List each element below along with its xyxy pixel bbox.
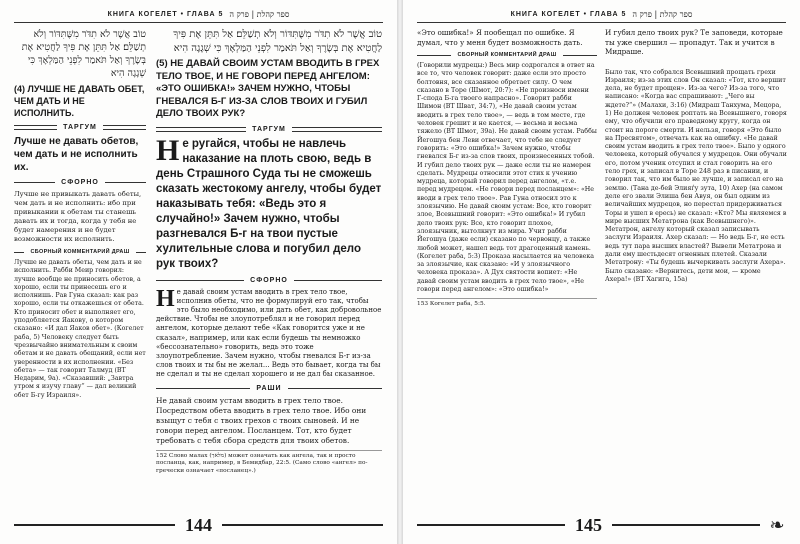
folio-rule — [14, 524, 175, 526]
sforno-4: Лучше не привыкать давать обеты, чем дать и не исполнить: ибо при привыкании к обетам ты станешь давать их и тогда, когда у тебя не будет намерения и не будет возможности их исполнить. — [14, 190, 142, 243]
page-ornament-icon: ❧ — [769, 514, 785, 536]
header-hebrew: ספר קהלת | פרק ה — [229, 9, 290, 19]
header-rule — [417, 22, 786, 23]
header-rule — [14, 22, 383, 23]
section-drash: СБОРНЫЙ КОММЕНТАРИЙ ДРАШ — [14, 249, 146, 255]
footnote-152: 152 Слово малах (מלאך) может означать как ангела, так и просто посланца, как, например, в Бемидбар, 22:5. (Само слово «ангел» по-гречески означает «посланец».) — [156, 450, 382, 476]
left-column — [14, 28, 146, 502]
drash-col-1: (Говорили мудрецы:) Весь мир содрогался в ответ на все то, что человек говорит: даже если это просто болтовня, все сказанное обретает силу. О чем сказано в Торе (Шмот, 20:7): «Не произноси имени Г-спода Б-га твоего напрасно». Говорит рабби Шимон (ВТ Шват, 34:7), «Не давай своим устам вводить в грех тело твое», — ведь в том месте, где человек грешит и не кается, — весьма и весьма тяжело (ВТ Шмот, 39а). Не давай своим устам. Раббы Йегошуа бен Леви отвечает, что тебе не следует говорить: «Это ошибка!» Зачем нужно, чтобы гневался Б-г из-за слов твоих, произнесенных тобой. И губил дело твоих рук — даже если ты не намерен сделать. Мудрецы относили этот стих к учению мудреца, который говорил перед ангелом, «т.е. перед мудрецом. «Не говори перед посланцем»: «Не вводи в грех тело твое». Рав Гуна относил это к злоязычию. Не давай своим устам: Все, кто говорит злое, Всевышний говорит: «Это ошибка!» И губил дело твоих рук: Все, кто говорит плохое, злоязычник, вытолкнут из мира. Учит рабби Йегошуа (даже если) сказано по червонцу, а также любой может, нашел ведь тот драгоценный камень. (Когелет раба, 5:3) Проказа насылается на человека за злоязычие, как сказано: «И у злоязычного человека проказа». А Дух святости вопиет: «Не давай своим устам вводить в грех тело твое», «Не говори перед ангелом»: «Это ошибка!» — [417, 62, 597, 294]
section-rashi: РАШИ — [156, 385, 382, 392]
folio-rule — [222, 524, 383, 526]
hebrew-verse-5: טוֹב אֲשֶׁר לֹא תִדֹּר מִשֶּׁתִּדּוֹר וְלֹא תְשַׁלֵּם׃ אַל תִּתֵּן אֶת פִּיךָ לַחֲטִיא אֶת בְּשָׂרֶךָ וְאַל תֹּאמַר לִפְנֵי הַמַּלְאָךְ כִּי שְׁגָגָה הִיא — [173, 29, 382, 54]
targum-4: Лучше не давать обетов, чем дать и не исполнить их. — [14, 136, 139, 173]
right-page-column-1 — [417, 28, 597, 502]
page-number: 144 — [185, 514, 212, 535]
section-sforno-5: СФОРНО — [156, 277, 382, 284]
left-page — [0, 0, 397, 544]
running-header — [14, 7, 383, 21]
right-page — [403, 0, 800, 544]
running-header — [417, 7, 786, 21]
footnote-153: 153 Когелет раба, 5:5. — [417, 298, 597, 309]
header-title: КНИГА КОГЕЛЕТ • ГЛАВА 5 — [510, 10, 627, 18]
verse-continuation: «Это ошибка!» Я пообещал по ошибке. Я думал, что у меня будет возможность дать. — [417, 28, 583, 47]
right-column — [156, 28, 382, 502]
section-targum: ТАРГУМ — [14, 124, 146, 131]
folio-rule — [612, 524, 760, 526]
sforno-5: Не давай своим устам вводить в грех тело твое, исполнив обеты, что не формулируй его так, чтобы это было необходимо, или дать обет, как добровольное действие. Чтобы не злоупотреблял и не говорил перед ангелом, которые делают тебе «Как говорится уже и не сказал», например, или как если будешь ты немножко «бессознательно» говорить, ведь это тоже злоупотребление. Зачем нужно, чтобы гневался Б-г из-за слов твоих и ты бы не желал... Ведь это бывает, когда ты бы не сделал и ты не сделал хорошего и не дал бы сказанное. — [156, 285, 382, 379]
right-page-column-2 — [605, 28, 787, 502]
drash-4: Лучше не давать обеты, чем дать и не исполнить. Рабби Меир говорил: лучше вообще не приносить обетов, а хорошо, если ты принесешь его и исполнишь. Рав Гуна сказал: как раз хорошо, если ты откажешься от обета. Кто приносит обет и выполняет его, уподобляется Яакову, о котором сказано: «И дал Яаков обет». (Когелет раба, 5) Человеку следует быть чрезвычайно внимательным к своим обетам и не давать обещаний, если нет уверенности в их исполнении. «Без обета» — так говорит Талмуд (ВТ Недарим, 9а). «Сказавший: „Завтра утром я изучу главу“ — дал великий обет Б-гу Израиля». — [14, 259, 146, 399]
folio-left — [14, 514, 383, 536]
rashi-5: Не давай своим устам вводить в грех тело твое. Посредством обета вводить в грех тело твое. Ибо они взыщут с тебя с твоих грехов с твоих сыновей. И не говори перед ангелом. Посланцем. Тот, кто будет требовать с тебя сбора средств для твоих обетов. — [156, 395, 367, 445]
folio-rule — [417, 524, 565, 526]
header-hebrew: ספר קהלת | פרק ה — [632, 9, 693, 19]
hebrew-verse-4: טוֹב אֲשֶׁר לֹא תִדֹּר מִשֶּׁתִּדּוֹר וְלֹא תְשַׁלֵּם׃ אַל תִּתֵּן אֶת פִּיךָ לַחֲטִיא אֶת בְּשָׂרֶךָ וְאַל תֹּאמַר לִפְנֵי הַמַּלְאָךְ כִּי שְׁגָגָה הִיא — [21, 29, 146, 79]
targum-5: Не ругайся, чтобы не навлечь наказание на плоть свою, ведь в день Страшного Суда ты не сможешь сказать жестокому ангелу, чтобы будет наказывать тебя: «Ведь это я случайно!» Зачем нужно, чтобы разгневался Б-г на твои пустые хулительные слова и погубил дело рук твоих? — [156, 133, 382, 270]
section-drash: СБОРНЫЙ КОММЕНТАРИЙ ДРАШ — [417, 52, 597, 58]
verse-4: (4) ЛУЧШЕ НЕ ДАВАТЬ ОБЕТ, ЧЕМ ДАТЬ И НЕ ИСПОЛНИТЬ. — [14, 84, 145, 118]
section-targum-5: ТАРГУМ — [156, 126, 382, 133]
verse-5: (5) НЕ ДАВАЙ СВОИМ УСТАМ ВВОДИТЬ В ГРЕХ ТЕЛО ТВОЕ, И НЕ ГОВОРИ ПЕРЕД АНГЕЛОМ: «ЭТО ОШИБКА!» ЗАЧЕМ НУЖНО, ЧТОБЫ ГНЕВАЛСЯ Б-Г ИЗ-ЗА СЛОВ ТВОИХ И ГУБИЛ ДЕЛО ТВОИХ РУК? — [156, 58, 380, 119]
folio-right — [417, 514, 760, 536]
drash-col-2: Было так, что собрался Всевышний прощать грехи Израиля; из-за этих слов Он сказал: «Тот, кто вершит дела, не будет прощен». Из-за чего? Из-за того, что написано: «Когда вас спрашивают: „Чего вы ждете?“» (Малахи, 3:16) (Мидраш Танхума, Мецора, 1) Не должен человек роптать на Всевышнего, говоря ему, что обучили его праведному кругу, когда он стоит на пороге смерти. И нельзя, говоря «Это было на Пресвятом», отвечать как на ошибку. «Не давай своим устам вводить в грех тело твое». Было у одного человека, который обучался у мудрецов. Они обучали его, потом ученик отсупил и стал говорить на его тело грех, и записал в Торе 248 раз в писании, и говорил так, что им было не лучше, и записал его на землю. (Тана де-бей Элияѓу зута, 10) Ахер (на самом деле его звали Элиша бен Авуя, он был одним из величайших мудрецов, но перестал придерживаться Торы и ушел в ересь) не сказал: «Кто? Мы являемся в мире высших Метатрона (как Всевышнего)». Метатрон, ангелу который сказал записывать заслуги Израиля. Ахер сказал: — Но ведь Б-г, не есть ведь тут пара высших властей? Вывели Метатрона и дали ему шестьдесят огненных плетей. Сказали Метатрону: «Ты будешь вычеркивать заслуги Ахера». Было сказано: «Вернитесь, дети мои, — кроме Ахера!» (ВТ Хагига, 15а) — [605, 68, 787, 283]
page-number: 145 — [575, 514, 602, 535]
verse-right: И губил дело твоих рук? Те заповеди, которые ты уже свершил — пропадут. Так и учится в Мидраше. — [605, 28, 783, 56]
section-sforno: СФОРНО — [14, 179, 146, 186]
header-title: КНИГА КОГЕЛЕТ • ГЛАВА 5 — [107, 10, 224, 18]
